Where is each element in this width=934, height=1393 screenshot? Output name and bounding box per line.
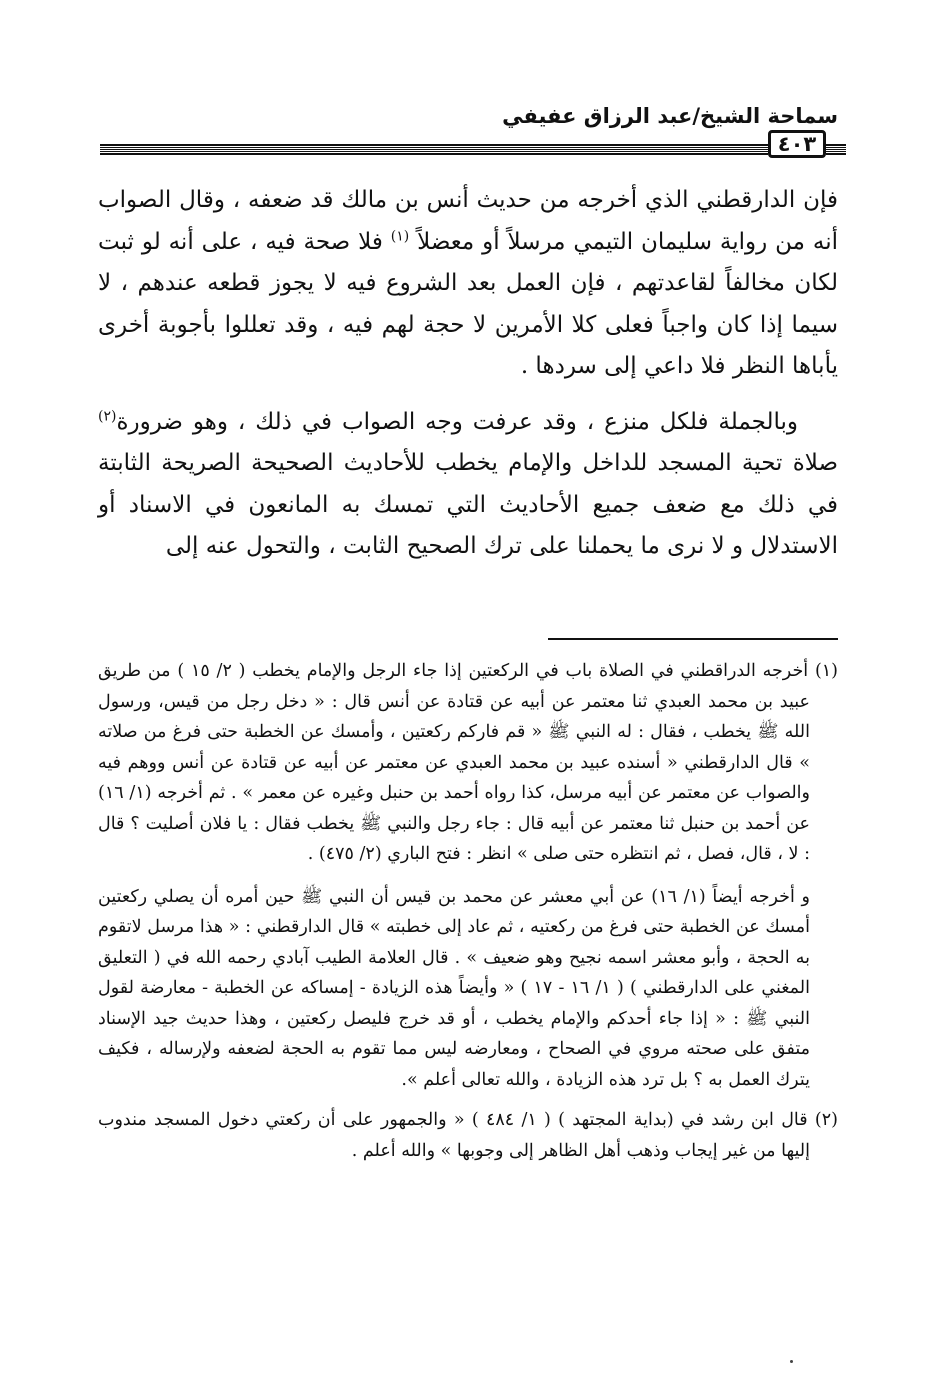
footnote-2-text: قال ابن رشد في (بداية المجتهد ) ( ١/ ٤٨٤ ) « والجمهور على أن ركعتي دخول المسجد مندوب إليها من غير إيجاب وذهب أهل الظاهر إلى وجوبها » والله أعلم . xyxy=(98,1110,810,1161)
footnote-ref-1: (١) xyxy=(390,227,410,244)
footnote-1-text: أخرجه الدراقطني في الصلاة باب في الركعتين إذا جاء الرجل والإمام يخطب ( ٢/ ١٥ ) من طريق عبيد بن محمد العبدي ثنا معتمر عن أبيه عن قتادة عن أنس قال : « دخل رجل من قيس، ورسول الله ﷺ يخطب ، فقال : له النبي ﷺ « قم فاركم ركعتين ، وأمسك عن الخطبة حتى فرغ من صلاته » قال الدارقطني « أسنده عبيد بن محمد العبدي عن معتمر عن أبيه عن قتادة عن أنس ووهم فيه والصواب عن معتمر عن أبيه مرسل، كذا رواه أحمد بن حنبل وغيره عن معمر » . ثم أخرجه (١/ ١٦) عن أحمد بن حنبل ثنا معتمر عن أبيه قال : جاء رجل والنبي ﷺ يخطب فقال : يا فلان أصليت ؟ قال : لا ، قال، فصل ، ثم انتظره حتى صلى » انظر : فتح الباري (٢/ ٤٧٥) . xyxy=(98,661,810,864)
paragraph-2 xyxy=(98,402,838,568)
print-speck xyxy=(790,1360,793,1363)
footnotes xyxy=(98,656,838,1178)
paragraph-1 xyxy=(98,180,838,388)
paragraph-1-text-a: فإن الدارقطني الذي أخرجه من حديث أنس بن مالك قد ضعفه ، وقال الصواب أنه من رواية سليمان التيمي مرسلاً أو معضلاً xyxy=(98,187,839,255)
footnote-1-continuation-text: و أخرجه أيضاً (١/ ١٦) عن أبي معشر عن محمد بن قيس أن النبي ﷺ حين أمره أن يصلي ركعتين أمسك عن الخطبة حتى فرغ من ركعتيه ، ثم عاد إلى خطبته » قال الدارقطني : « هذا مرسل لاتقوم به الحجة ، وأبو معشر اسمه نجيح وهو ضعيف » . قال العلامة الطيب آبادي رحمه الله في ( التعليق المغني على الدارقطني ) ( ١/ ١٦ - ١٧ ) « وأيضاً هذه الزيادة - إمساكه عن الخطبة - معارضة لقول النبي ﷺ : « إذا جاء أحدكم والإمام يخطب ، أو قد خرج فليصل ركعتين ، وهذا حديث جيد الإسناد متفق على صحته مروي في الصحاح ، ومعارضه ليس مما تقوم به الحجة لضعفه ولإرساله ، فكيف يترك العمل به ؟ بل ترد هذه الزيادة ، والله تعالى أعلم ». xyxy=(98,886,810,1090)
footnote-1-number: (١) xyxy=(814,661,838,681)
footnote-2 xyxy=(98,1105,838,1166)
paragraph-2-text-b: صلاة تحية المسجد للداخل والإمام يخطب للأحاديث الصحيحة الصريحة الثابتة في ذلك مع ضعف جميع الأحاديث التي تمسك به المانعون في الاسناد أو الاستدلال و لا نرى ما يحملنا على ترك الصحيح الثابت ، والتحول عنه إلى xyxy=(98,450,838,559)
paragraph-2-text-a: وبالجملة فلكل منزع ، وقد عرفت وجه الصواب في ذلك ، وهو ضرورة xyxy=(116,408,798,435)
running-title: سماحة الشيخ/عبد الرزاق عفيفي xyxy=(502,104,838,128)
footnote-2-number: (٢) xyxy=(814,1110,838,1130)
footnote-1-continuation xyxy=(98,882,810,1096)
footnote-separator xyxy=(548,638,838,640)
main-text xyxy=(98,180,838,582)
footnote-1 xyxy=(98,656,838,870)
footnote-ref-2: (٢) xyxy=(98,407,117,424)
page-number: ٤٠٣ xyxy=(768,130,826,158)
header-rule xyxy=(100,144,768,155)
paragraph-1-text-b: فلا صحة فيه ، على أنه لو ثبت لكان مخالفاً لقاعدتهم ، فإن العمل بعد الشروع فيه لا يجوز قطعه عندهم ، لا سيما إذا كان واجباً فعلى كلا الأمرين لا حجة لهم فيه ، وقد تعللوا بأجوبة أخرى يأباها النظر فلا داعي إلى سردها . xyxy=(98,228,838,379)
header-rule-end xyxy=(826,144,846,155)
